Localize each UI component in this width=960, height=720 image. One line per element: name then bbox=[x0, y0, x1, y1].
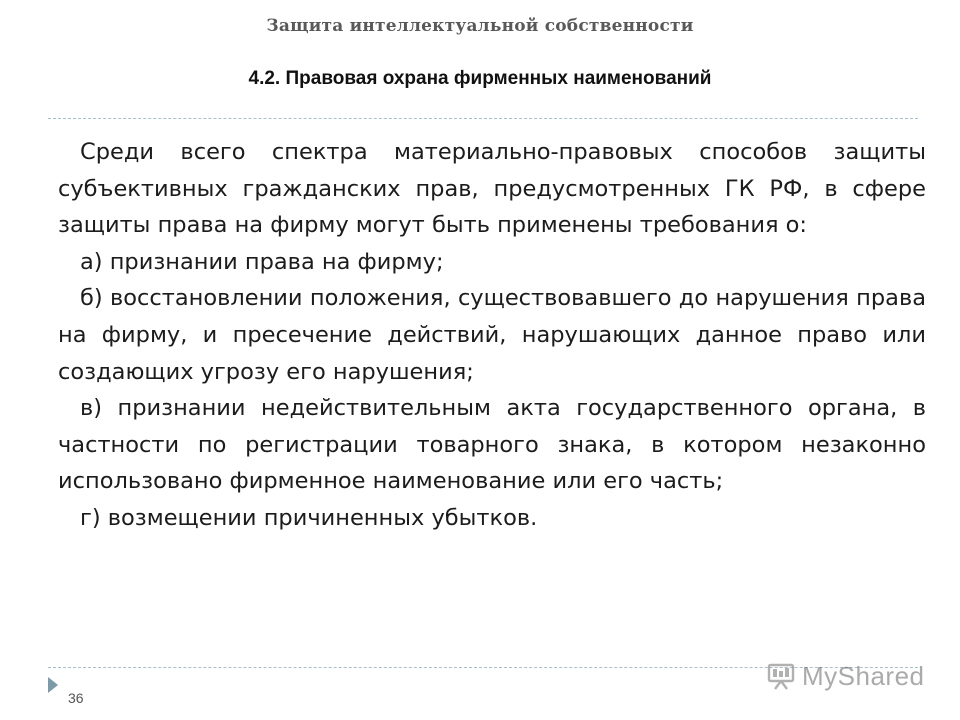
top-divider bbox=[48, 118, 918, 119]
slide-title: 4.2. Правовая охрана фирменных наименований bbox=[248, 68, 712, 89]
watermark-logo bbox=[766, 658, 925, 694]
presentation-board-icon bbox=[766, 661, 796, 691]
triangle-right-icon bbox=[48, 677, 58, 693]
list-item-b: б) восстановлении положения, существовавшего до нарушения права на фирму, и пресечение действий, нарушающих данное право или создающих угрозу его нарушения; bbox=[58, 285, 926, 385]
list-item-c: в) признании недействительным акта государственного органа, в частности по регистрации товарного знака, в котором незаконно использовано фирменное наименование или его часть; bbox=[58, 395, 926, 495]
logo-text: MyShared bbox=[802, 660, 925, 691]
page-number: 36 bbox=[68, 690, 84, 706]
presentation-title: Защита интеллектуальной собственности bbox=[266, 16, 694, 36]
list-item-d: г) возмещении причиненных убытков. bbox=[80, 504, 538, 531]
intro-paragraph: Среди всего спектра материально-правовых способов защиты субъективных гражданских прав, предусмотренных ГК РФ, в сфере защиты права на фирму могут быть применены требования о: bbox=[58, 139, 926, 239]
list-item-a: а) признании права на фирму; bbox=[80, 248, 444, 275]
slide-content bbox=[58, 134, 926, 537]
